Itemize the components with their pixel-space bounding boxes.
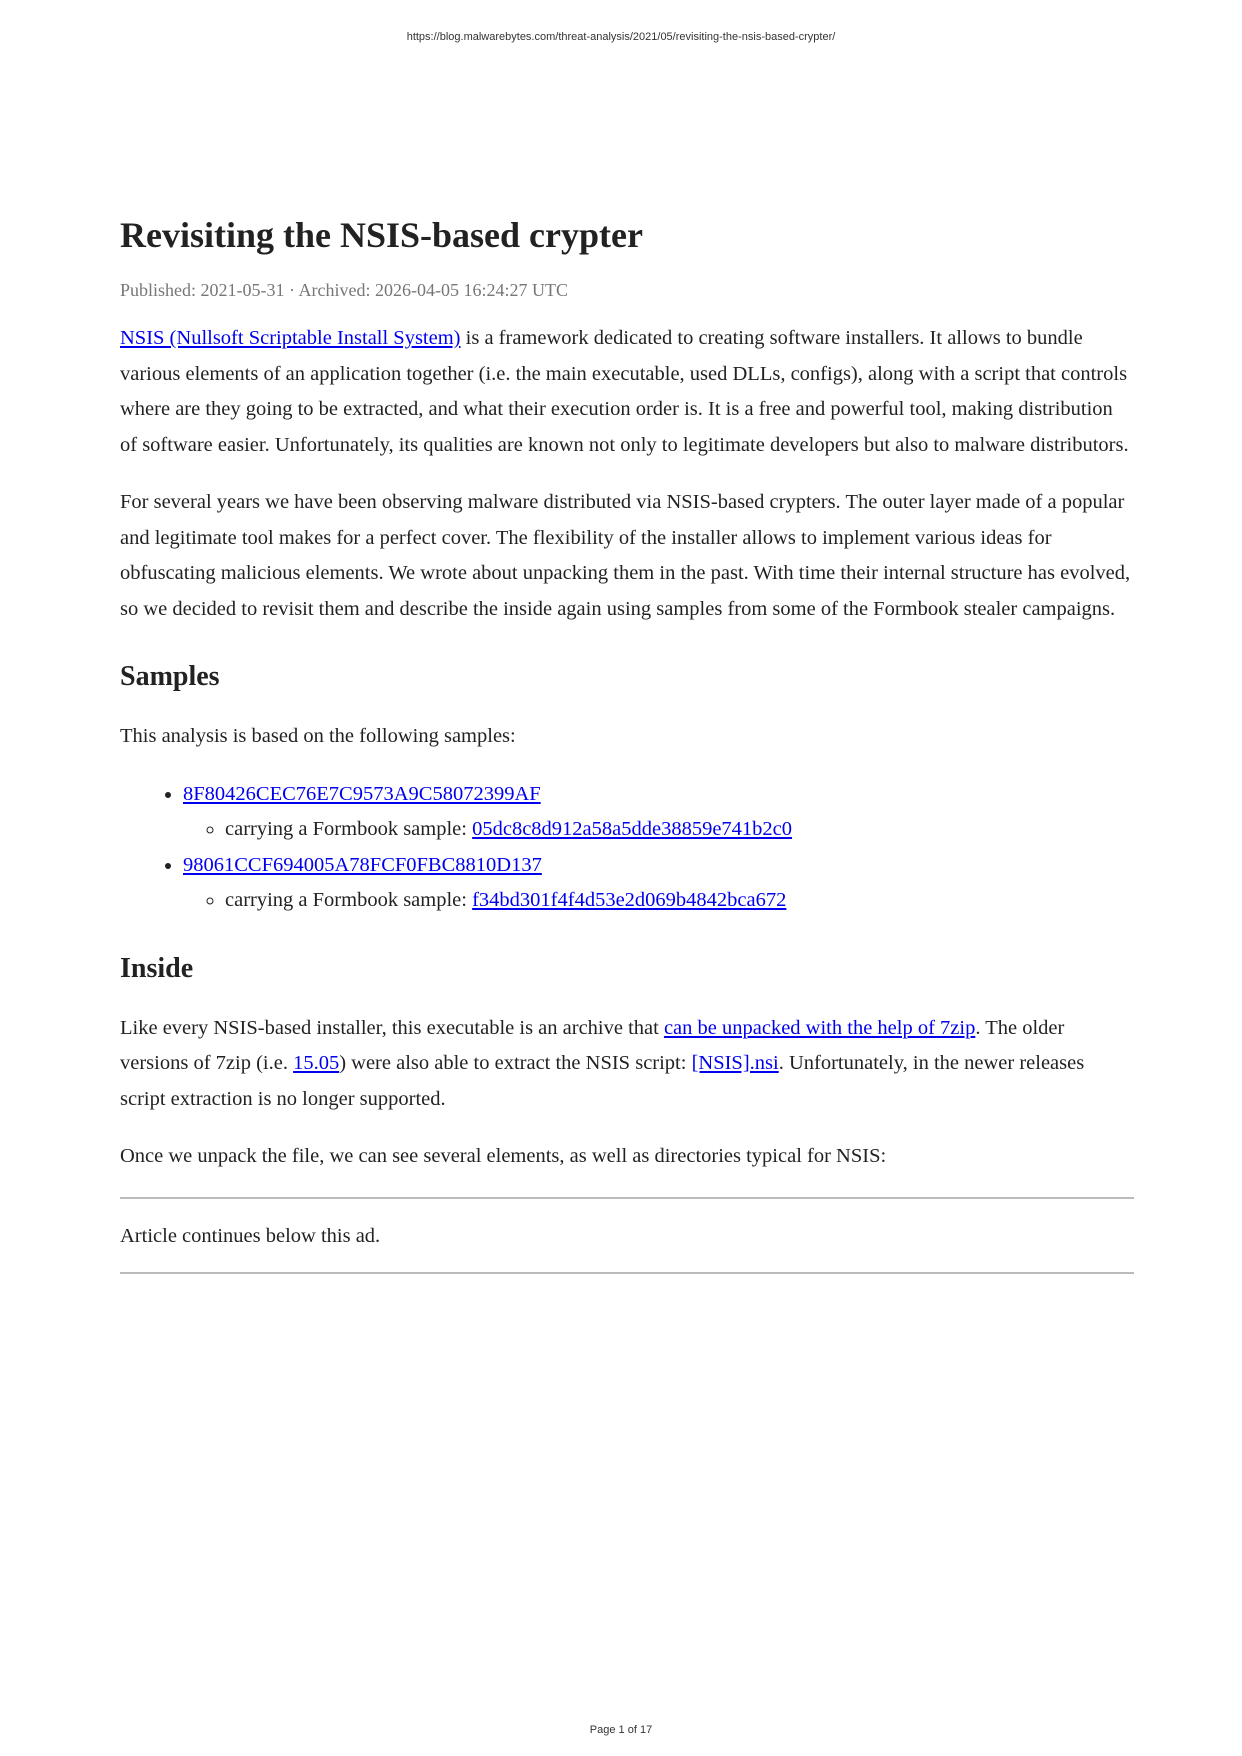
page-number: Page 1 of 17 [589,1724,653,1736]
list-item [225,812,1134,848]
samples-heading: Samples [120,661,220,692]
text: . Unfortunately, in the newer releases script extraction is no longer supported. [120,1052,1085,1110]
list-item [225,883,1134,919]
text: ) were also able to extract the NSIS script: [339,1052,692,1074]
formbook-hash-link[interactable]: f34bd301f4f4d53e2d069b4842bca672 [472,889,787,911]
sub-label: carrying a Formbook sample: [225,818,473,840]
article-title: Revisiting the NSIS-based crypter [120,215,643,255]
intro-paragraph [120,321,1134,463]
nsis-link[interactable]: NSIS (Nullsoft Scriptable Install System) [120,327,461,349]
page-header-url: https://blog.malwarebytes.com/threat-analysis/2021/05/revisiting-the-nsis-based-crypter/ [406,31,836,43]
text: . The older versions of 7zip (i.e. [120,1016,1065,1074]
7zip-unpack-link[interactable]: can be unpacked with the help of 7zip [663,1016,976,1039]
sub-label: carrying a Formbook sample: [225,889,473,911]
background-paragraph: For several years we have been observing malware distributed via NSIS-based crypters. The outer layer made of a popular and legitimate tool makes for a perfect cover. The flexibility of the installer allows to implement various ideas for obfuscating malicious elements. We wrote about unpacking them in the past. With time their internal structure has evolved, so we decided to revisit them and describe the inside again using samples from some of the Formbook stealer campaigns. [120,491,1131,620]
samples-list [120,777,1134,919]
intro-text: is a framework dedicated to creating software installers. It allows to bundle various elements of an application together (i.e. the main executable, used DLLs, configs), along with a script that controls where are they going to be extracted, and what their execution order is. It is a free and powerful tool, making distribution of software easier. Unfortunately, its qualities are known not only to legitimate developers but also to malware distributors. [120,327,1129,456]
unpack-paragraph: Once we unpack the file, we can see several elements, as well as directories typical for NSIS: [120,1145,887,1167]
samples-intro: This analysis is based on the following samples: [120,725,516,747]
list-item [183,848,1134,919]
7zip-version-link[interactable]: 15.05 [293,1052,340,1074]
formbook-hash-link[interactable]: 05dc8c8d912a58a5dde38859e741b2c0 [472,818,793,840]
inside-heading: Inside [120,952,194,984]
text: Like every NSIS-based installer, this executable is an archive that [120,1016,664,1039]
nsi-script-link[interactable]: [NSIS].nsi [691,1052,779,1074]
sample-hash-link[interactable]: 8F80426CEC76E7C9573A9C58072399AF [183,782,541,805]
list-item [183,777,1134,848]
divider [120,1272,1134,1274]
article-meta: Published: 2021-05-31 · Archived: 2026-04-05 16:24:27 UTC [120,280,568,300]
article [120,212,1134,1274]
sample-hash-link[interactable]: 98061CCF694005A78FCF0FBC8810D137 [183,853,542,876]
inside-paragraph [120,1011,1134,1118]
ad-notice: Article continues below this ad. [120,1224,381,1247]
